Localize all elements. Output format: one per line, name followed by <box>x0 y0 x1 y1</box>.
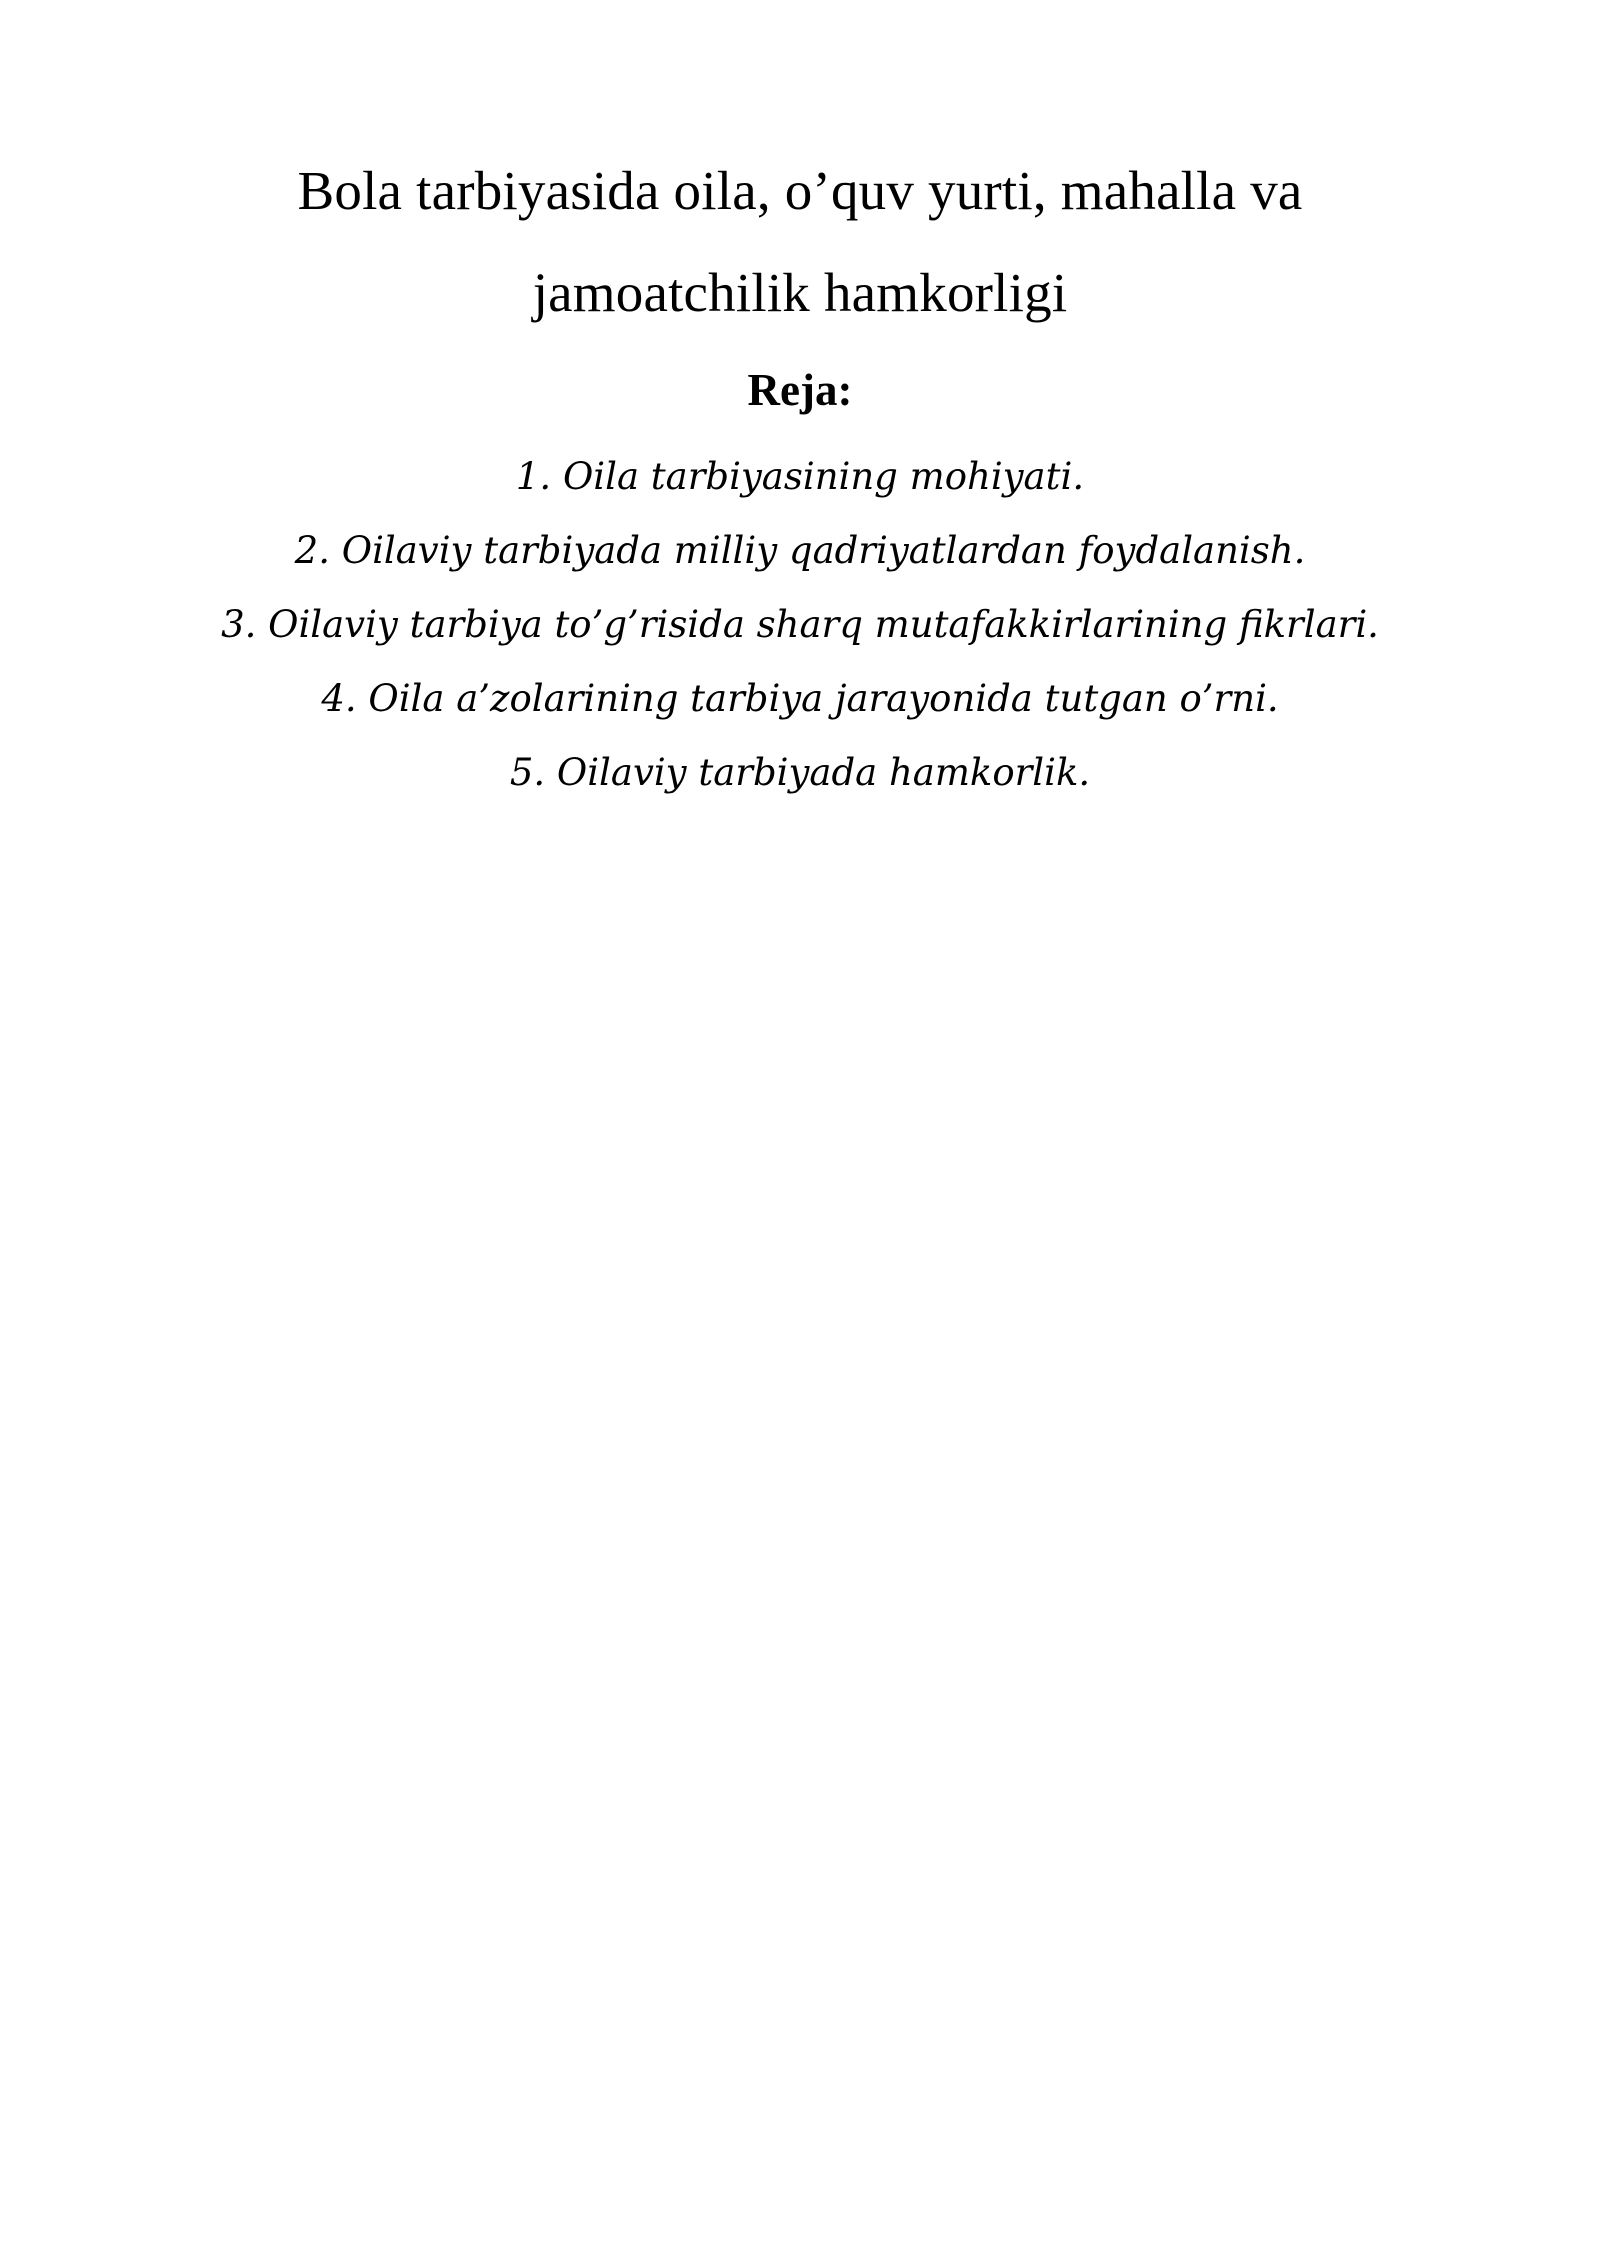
plan-item-2: 2. Oilaviy tarbiyada milliy qadriyatlardan foydalanish. <box>294 529 1306 572</box>
title-line-2: jamoatchilik hamkorligi <box>532 262 1068 323</box>
plan-item-1: 1. Oila tarbiyasining mohiyati. <box>515 455 1085 498</box>
document-title <box>0 140 1600 344</box>
plan-item-4: 4. Oila a’zolarining tarbiya jarayonida tutgan o’rni. <box>321 677 1279 720</box>
title-line-1: Bola tarbiyasida oila, o’quv yurti, mahalla va <box>297 160 1303 221</box>
plan-heading: Reja: <box>747 365 853 415</box>
plan-list <box>0 440 1600 810</box>
plan-item-5: 5. Oilaviy tarbiyada hamkorlik. <box>509 751 1091 794</box>
plan-item-3: 3. Oilaviy tarbiya to’g’risida sharq mutafakkirlarining fikrlari. <box>221 603 1379 646</box>
